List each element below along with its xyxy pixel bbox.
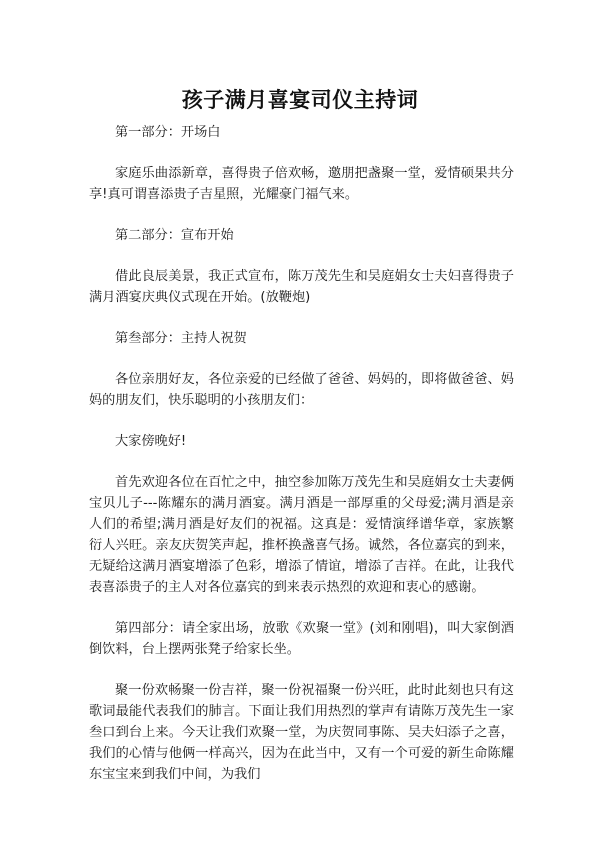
- section-heading-4: 第四部分：请全家出场，放歌《欢聚一堂》(刘和刚唱)，叫大家倒酒倒饮料，台上摆两张凳子给家长坐。: [89, 621, 514, 657]
- section-heading-3: 第叁部分：主持人祝贺: [115, 331, 247, 346]
- paragraph: 各位亲朋好友，各位亲爱的已经做了爸爸、妈妈的，即将做爸爸、妈妈的朋友们，快乐聪明的小孩朋友们：: [89, 372, 514, 408]
- document-title: 孩子满月喜宴司仪主持词: [181, 88, 419, 112]
- paragraph: 聚一份欢畅聚一份吉祥，聚一份祝福聚一份兴旺，此时此刻也只有这歌词最能代表我们的肺言。下面让我们用热烈的掌声有请陈万茂先生一家叁口到台上来。今天让我们欢聚一堂，为庆贺同事陈、吴夫妇添子之喜，我们的心情与他俩一样高兴，因为在此当中，又有一个可爱的新生命陈耀东宝宝来到我们中间，为我们: [89, 683, 514, 782]
- paragraph: 借此良辰美景，我正式宣布，陈万茂先生和吴庭娟女士夫妇喜得贵子满月酒宴庆典仪式现在开始。(放鞭炮): [89, 269, 514, 305]
- greeting-line: 大家傍晚好!: [115, 434, 187, 449]
- section-heading-1: 第一部分：开场白: [115, 125, 221, 140]
- section-heading-2: 第二部分：宣布开始: [115, 228, 234, 243]
- paragraph: 首先欢迎各位在百忙之中，抽空参加陈万茂先生和吴庭娟女士夫妻俩宝贝儿子---陈耀东的满月酒宴。满月酒是一部厚重的父母爱;满月酒是亲人们的希望;满月酒是好友们的祝福。这真是：爱情演绎谱华章，家族繁衍人兴旺。亲友庆贺笑声起，推杯换盏喜气扬。诚然，各位嘉宾的到来，无疑给这满月酒宴增添了色彩，增添了情谊，增添了吉祥。在此，让我代表喜添贵子的主人对各位嘉宾的到来表示热烈的欢迎和衷心的感谢。: [89, 475, 514, 595]
- document-body: [89, 122, 514, 805]
- paragraph: 家庭乐曲添新章，喜得贵子倍欢畅，邀朋把盏聚一堂，爱情硕果共分享!真可谓喜添贵子吉星照，光耀豪门福气来。: [89, 166, 514, 202]
